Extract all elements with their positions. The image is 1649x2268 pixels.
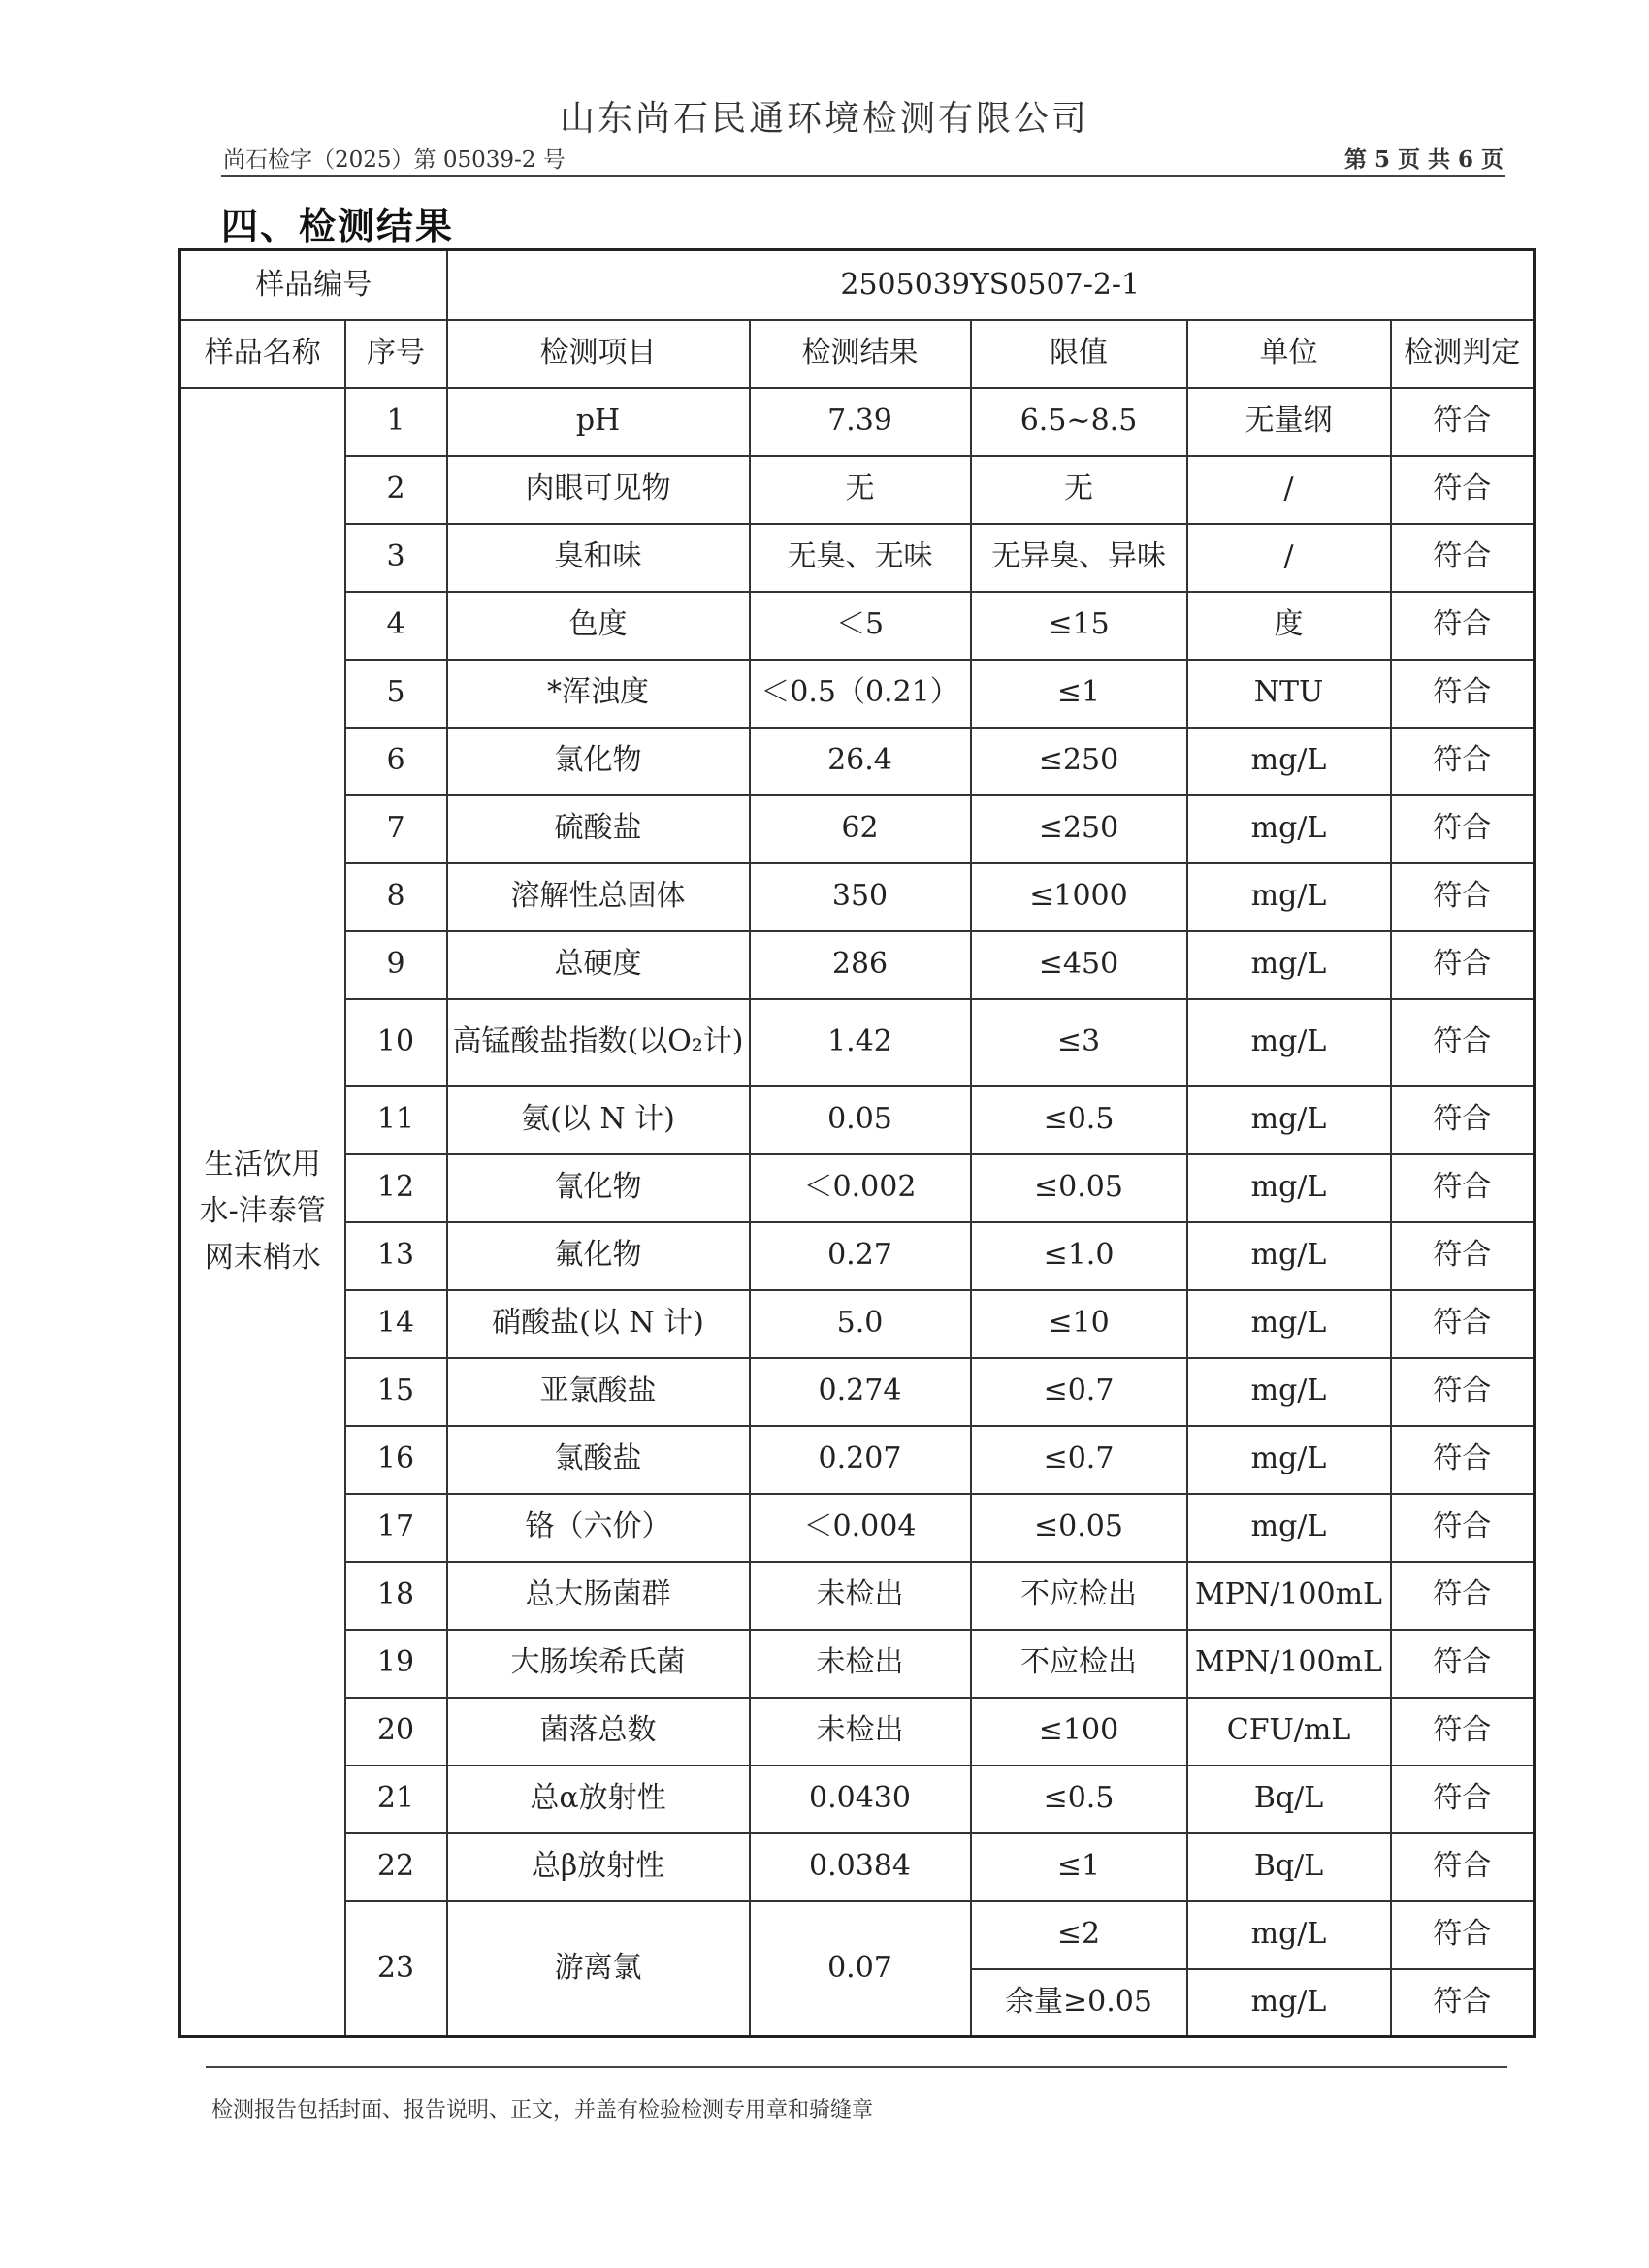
results-table [178,248,1536,2038]
row-item: 亚氯酸盐 [447,1358,750,1426]
header-result: 检测结果 [750,320,971,388]
header-sample-name: 样品名称 [180,320,345,388]
table-row [180,1222,1535,1290]
row-limit: 余量≥0.05 [971,1969,1187,2037]
header-divider [221,175,1505,177]
row-limit: ≤0.5 [971,1766,1187,1833]
row-result: 0.207 [750,1426,971,1494]
sample-name-cell: 生活饮用水-沣泰管网末梢水 [180,388,345,2037]
header-unit: 单位 [1187,320,1391,388]
row-unit: mg/L [1187,1358,1391,1426]
row-result: ＜0.5（0.21） [750,660,971,728]
row-unit: / [1187,456,1391,524]
row-item: 硫酸盐 [447,795,750,863]
row-item: 大肠埃希氏菌 [447,1630,750,1698]
row-unit: mg/L [1187,1086,1391,1154]
header-item: 检测项目 [447,320,750,388]
row-item: 总大肠菌群 [447,1562,750,1630]
row-item: 溶解性总固体 [447,863,750,931]
row-judgment: 符合 [1391,863,1535,931]
sample-id-label: 样品编号 [180,250,447,320]
row-unit: mg/L [1187,1969,1391,2037]
row-judgment: 符合 [1391,1290,1535,1358]
table-row [180,388,1535,456]
row-result: 未检出 [750,1630,971,1698]
row-index: 8 [345,863,447,931]
table-row [180,795,1535,863]
row-result: 286 [750,931,971,999]
footer-note: 检测报告包括封面、报告说明、正文，并盖有检验检测专用章和骑缝章 [211,2098,874,2122]
row-item: 菌落总数 [447,1698,750,1766]
row-limit: ≤100 [971,1698,1187,1766]
row-index: 9 [345,931,447,999]
row-result: 26.4 [750,728,971,795]
row-index: 10 [345,999,447,1086]
row-limit: 无异臭、异味 [971,524,1187,592]
table-row [180,931,1535,999]
row-index: 20 [345,1698,447,1766]
row-index: 5 [345,660,447,728]
row-result: 0.05 [750,1086,971,1154]
row-result: 7.39 [750,388,971,456]
row-item: 色度 [447,592,750,660]
row-limit: ≤0.5 [971,1086,1187,1154]
row-result: 0.0384 [750,1833,971,1901]
page-info: 第 5 页 共 6 页 [1343,146,1504,173]
row-index: 12 [345,1154,447,1222]
row-limit: ≤0.05 [971,1154,1187,1222]
row-index: 11 [345,1086,447,1154]
row-item: 肉眼可见物 [447,456,750,524]
row-item: 高锰酸盐指数(以O₂计) [447,999,750,1086]
row-limit: ≤0.7 [971,1358,1187,1426]
row-result: 未检出 [750,1698,971,1766]
row-index: 4 [345,592,447,660]
row-judgment: 符合 [1391,999,1535,1086]
row-judgment: 符合 [1391,1222,1535,1290]
row-result: 5.0 [750,1290,971,1358]
row-item: 总硬度 [447,931,750,999]
row-index: 15 [345,1358,447,1426]
row-limit: 不应检出 [971,1562,1187,1630]
row-limit: ≤1000 [971,863,1187,931]
row-unit: mg/L [1187,1494,1391,1562]
header-index: 序号 [345,320,447,388]
row-item: *浑浊度 [447,660,750,728]
row-index: 6 [345,728,447,795]
row-limit: 无 [971,456,1187,524]
row-limit: ≤450 [971,931,1187,999]
row-judgment: 符合 [1391,1426,1535,1494]
row-result: 0.274 [750,1358,971,1426]
row-item: 铬（六价） [447,1494,750,1562]
row-judgment: 符合 [1391,1358,1535,1426]
row-limit: ≤0.7 [971,1426,1187,1494]
table-row [180,728,1535,795]
row-judgment: 符合 [1391,1969,1535,2037]
row-judgment: 符合 [1391,388,1535,456]
table-row [180,1494,1535,1562]
row-item: 氯化物 [447,728,750,795]
row-item: 总β放射性 [447,1833,750,1901]
row-unit: Bq/L [1187,1766,1391,1833]
row-limit: ≤3 [971,999,1187,1086]
row-limit: ≤10 [971,1290,1187,1358]
row-limit: 不应检出 [971,1630,1187,1698]
row-judgment: 符合 [1391,1698,1535,1766]
row-result: 0.0430 [750,1766,971,1833]
row-limit: ≤0.05 [971,1494,1187,1562]
row-unit: mg/L [1187,728,1391,795]
row-index: 3 [345,524,447,592]
row-limit: ≤15 [971,592,1187,660]
row-judgment: 符合 [1391,795,1535,863]
row-unit: mg/L [1187,931,1391,999]
row-unit: mg/L [1187,1426,1391,1494]
table-row [180,863,1535,931]
row-result: 未检出 [750,1562,971,1630]
row-item: 氯酸盐 [447,1426,750,1494]
row-item: 游离氯 [447,1901,750,2037]
row-item: pH [447,388,750,456]
row-item: 氰化物 [447,1154,750,1222]
row-unit: 度 [1187,592,1391,660]
row-result: 62 [750,795,971,863]
row-judgment: 符合 [1391,524,1535,592]
table-row [180,524,1535,592]
row-limit: ≤1 [971,660,1187,728]
row-index: 7 [345,795,447,863]
row-judgment: 符合 [1391,1766,1535,1833]
row-judgment: 符合 [1391,1494,1535,1562]
row-limit: ≤250 [971,795,1187,863]
row-index: 16 [345,1426,447,1494]
row-item: 氨(以 N 计) [447,1086,750,1154]
row-index: 17 [345,1494,447,1562]
row-unit: mg/L [1187,863,1391,931]
row-judgment: 符合 [1391,931,1535,999]
row-unit: / [1187,524,1391,592]
row-unit: mg/L [1187,1154,1391,1222]
table-row [180,1833,1535,1901]
row-unit: 无量纲 [1187,388,1391,456]
row-result: 0.27 [750,1222,971,1290]
row-judgment: 符合 [1391,456,1535,524]
table-row [180,592,1535,660]
row-unit: mg/L [1187,795,1391,863]
row-index: 21 [345,1766,447,1833]
row-result: ＜5 [750,592,971,660]
company-name: 山东尚石民通环境检测有限公司 [559,99,1089,139]
row-judgment: 符合 [1391,592,1535,660]
row-index: 18 [345,1562,447,1630]
table-row [180,1086,1535,1154]
table-row [180,1766,1535,1833]
row-unit: CFU/mL [1187,1698,1391,1766]
table-row [180,1901,1535,1969]
row-limit: ≤250 [971,728,1187,795]
row-unit: mg/L [1187,1222,1391,1290]
header-judgment: 检测判定 [1391,320,1535,388]
row-index: 23 [345,1901,447,2037]
row-unit: NTU [1187,660,1391,728]
row-judgment: 符合 [1391,1901,1535,1969]
row-judgment: 符合 [1391,1562,1535,1630]
row-judgment: 符合 [1391,1086,1535,1154]
row-index: 1 [345,388,447,456]
report-number: 尚石检字（2025）第 05039-2 号 [223,147,566,173]
header-row [180,320,1535,388]
row-judgment: 符合 [1391,728,1535,795]
row-unit: mg/L [1187,1290,1391,1358]
row-judgment: 符合 [1391,1154,1535,1222]
header-limit: 限值 [971,320,1187,388]
row-result: 无 [750,456,971,524]
row-result: 无臭、无味 [750,524,971,592]
table-row [180,1426,1535,1494]
row-index: 22 [345,1833,447,1901]
row-judgment: 符合 [1391,660,1535,728]
footer-divider [206,2066,1507,2068]
row-limit: 6.5~8.5 [971,388,1187,456]
row-item: 氟化物 [447,1222,750,1290]
table-row [180,660,1535,728]
row-item: 臭和味 [447,524,750,592]
sample-id-row [180,250,1535,320]
section-title: 四、检测结果 [221,204,455,247]
table-row [180,1698,1535,1766]
row-limit: ≤1 [971,1833,1187,1901]
row-index: 19 [345,1630,447,1698]
row-item: 总α放射性 [447,1766,750,1833]
table-row [180,1562,1535,1630]
table-row [180,1358,1535,1426]
row-unit: mg/L [1187,999,1391,1086]
table-row [180,1290,1535,1358]
row-item: 硝酸盐(以 N 计) [447,1290,750,1358]
row-unit: MPN/100mL [1187,1630,1391,1698]
row-index: 2 [345,456,447,524]
row-result: ＜0.004 [750,1494,971,1562]
row-result: 350 [750,863,971,931]
row-index: 14 [345,1290,447,1358]
table-row [180,1154,1535,1222]
row-unit: Bq/L [1187,1833,1391,1901]
row-result: 0.07 [750,1901,971,2037]
row-judgment: 符合 [1391,1630,1535,1698]
row-judgment: 符合 [1391,1833,1535,1901]
table-row [180,456,1535,524]
row-result: 1.42 [750,999,971,1086]
table-row [180,999,1535,1086]
row-limit: ≤1.0 [971,1222,1187,1290]
row-unit: MPN/100mL [1187,1562,1391,1630]
table-row [180,1630,1535,1698]
row-limit: ≤2 [971,1901,1187,1969]
row-result: ＜0.002 [750,1154,971,1222]
sample-id-value: 2505039YS0507-2-1 [447,250,1535,320]
row-index: 13 [345,1222,447,1290]
row-unit: mg/L [1187,1901,1391,1969]
